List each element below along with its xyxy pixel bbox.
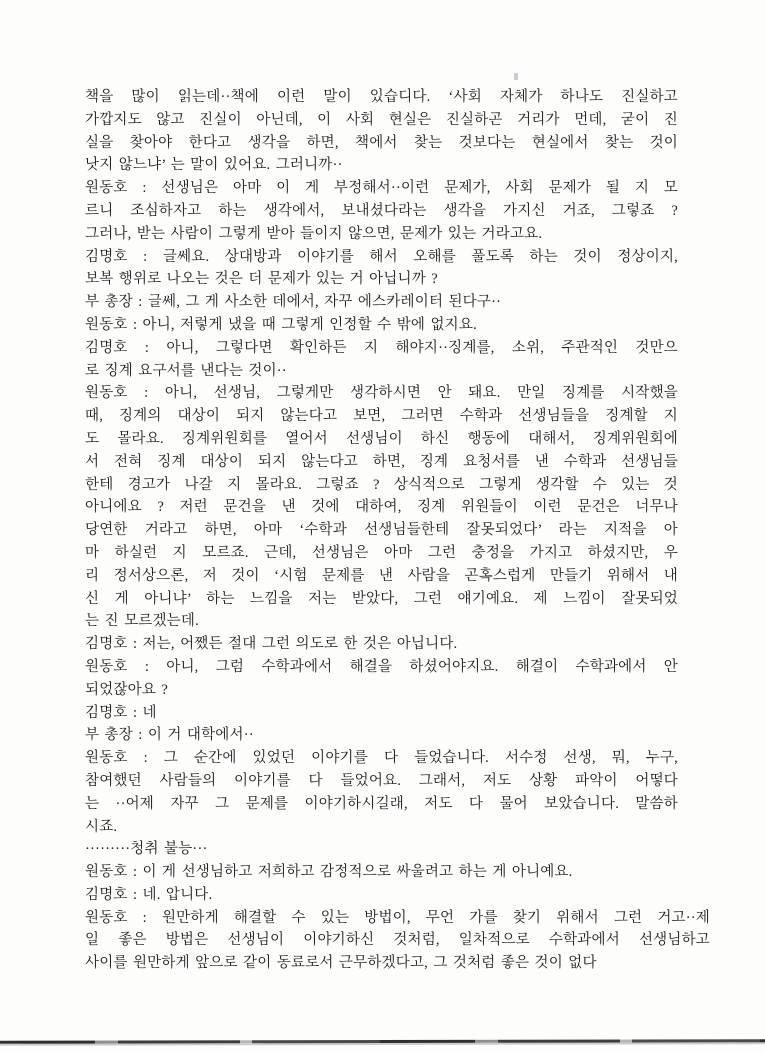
transcript-line: 가깝지도 않고 진실이 아닌데, 이 사회 현실은 진실하곤 거리가 먼데, 굳이 진 xyxy=(85,111,678,128)
transcript-line: 서 전혀 징계 대상이 되지 않는다고 하면, 징계 요청서를 낸 수학과 선생님들 xyxy=(85,453,678,470)
transcript-line: 책을 많이 읽는데··책에 이런 말이 있습디다. ‘사회 자체가 하나도 진실하고 xyxy=(85,89,678,105)
transcript-line: 원동호 : 아니, 선생님, 그렇게만 생각하시면 안 돼요. 만일 징계를 시작했을 xyxy=(85,385,678,402)
transcript-line: 원동호 : 그 순간에 있었던 이야기를 다 들었습니다. 서수정 선생, 뭐, 누구, xyxy=(85,750,678,767)
transcript-line: 사이를 원만하게 앞으로 같이 동료로서 근무하겠다고, 그 것처럼 좋은 것이 없다 xyxy=(85,955,597,972)
transcript-line: 원동호 : 이 게 선생님하고 저희하고 감정적으로 싸울려고 하는 게 아니예요. xyxy=(85,864,573,881)
transcript-line: 는 진 모르겠는데. xyxy=(85,613,199,630)
transcript-line: 일 좋은 방법은 선생님이 이야기하신 것처럼, 일차적으로 수학과에서 선생님하고 xyxy=(85,932,710,949)
transcript-line: 당연한 거라고 하면, 아마 ‘수학과 선생님들한테 잘못되었다’ 라는 지적을 아 xyxy=(85,522,678,539)
transcript-line: 김명호 : 저는, 어쨌든 절대 그런 의도로 한 것은 아닙니다. xyxy=(85,636,458,653)
transcript-line: ·········청취 불능··· xyxy=(85,841,208,858)
transcript-text-block xyxy=(85,86,710,975)
transcript-line: 원동호 : 원만하게 해결할 수 있는 방법이, 무언 가를 찾기 위해서 그런 거고··제 xyxy=(85,909,710,926)
transcript-line: 되었잖아요 ? xyxy=(85,681,168,698)
transcript-line: 낫지 않느냐’ 는 말이 있어요. 그러니까·· xyxy=(85,157,343,174)
transcript-line: 원동호 : 선생님은 아마 이 게 부정해서··이런 문제가, 사회 문제가 될 지 모 xyxy=(85,180,678,197)
transcript-line: 김명호 : 네 xyxy=(85,704,157,721)
transcript-line: 는 ··어제 자꾸 그 문제를 이야기하시길래, 저도 다 물어 보았습니다. 말씀하 xyxy=(85,795,678,812)
transcript-line: 한테 경고가 나갈 지 몰라요. 그렇죠 ? 상식적으로 그렇게 생각할 수 있는 것 xyxy=(85,476,678,493)
transcript-line: 김명호 : 아니, 그렇다면 확인하든 지 해야지··징계를, 소위, 주관적인 것만으 xyxy=(85,339,678,356)
scan-speck-artifact xyxy=(514,73,518,80)
transcript-line: 신 게 아니냐’ 하는 느낌을 저는 받았다, 그런 얘기예요. 제 느낌이 잘못되었 xyxy=(85,590,678,607)
transcript-line: 마 하실런 지 모르죠. 근데, 선생님은 아마 그런 충정을 가지고 하셨지만, 우 xyxy=(85,544,678,561)
transcript-line: 도 몰라요. 징계위원회를 열어서 선생님이 하신 행동에 대해서, 징계위원회에 xyxy=(85,430,678,447)
transcript-line: 르니 조심하자고 하는 생각에서, 보내셨다라는 생각을 가지신 거죠, 그렇죠 ? xyxy=(85,202,678,219)
transcript-line: 부 총장 : 이 거 대학에서·· xyxy=(85,727,254,744)
transcript-line: 시죠. xyxy=(85,818,118,835)
transcript-line: 아니에요 ? 저런 문건을 낸 것에 대하여, 징계 위원들이 이런 문건은 너무나 xyxy=(85,499,678,516)
transcript-line: 김명호 : 네. 압니다. xyxy=(85,886,213,903)
transcript-line: 실을 찾아야 한다고 생각을 하면, 책에서 찾는 것보다는 현실에서 찾는 것이 xyxy=(85,134,678,151)
transcript-line: 로 징계 요구서를 낸다는 것이·· xyxy=(85,362,287,379)
transcript-line: 원동호 : 아니, 저렇게 냈을 때 그렇게 인정할 수 밖에 없지요. xyxy=(85,316,477,333)
transcript-line: 부 총장 : 글쎄, 그 게 사소한 데에서, 자꾸 에스카레이터 된다구·· xyxy=(85,294,502,311)
transcript-line: 참여했던 사람들의 이야기를 다 들었어요. 그래서, 저도 상황 파악이 어떻다 xyxy=(85,772,678,789)
transcript-line: 김명호 : 글쎄요. 상대방과 이야기를 해서 오해를 풀도록 하는 것이 정상이지, xyxy=(85,248,678,265)
transcript-line: 리 정서상으론, 저 것이 ‘시험 문제를 낸 사람을 곤혹스럽게 만들기 위해서 내 xyxy=(85,567,678,584)
transcript-line: 보복 행위로 나오는 것은 더 문제가 있는 거 아닙니까 ? xyxy=(85,271,438,288)
transcript-line: 그러나, 받는 사람이 그렇게 받아 들이지 않으면, 문제가 있는 거라고요. xyxy=(85,225,543,242)
page-bottom-scan-edge xyxy=(0,1039,765,1043)
transcript-line: 원동호 : 아니, 그럼 수학과에서 해결을 하셨어야지요. 해결이 수학과에서 안 xyxy=(85,658,678,675)
transcript-line: 때, 징계의 대상이 되지 않는다고 보면, 그러면 수학과 선생님들을 징계할 지 xyxy=(85,408,678,425)
